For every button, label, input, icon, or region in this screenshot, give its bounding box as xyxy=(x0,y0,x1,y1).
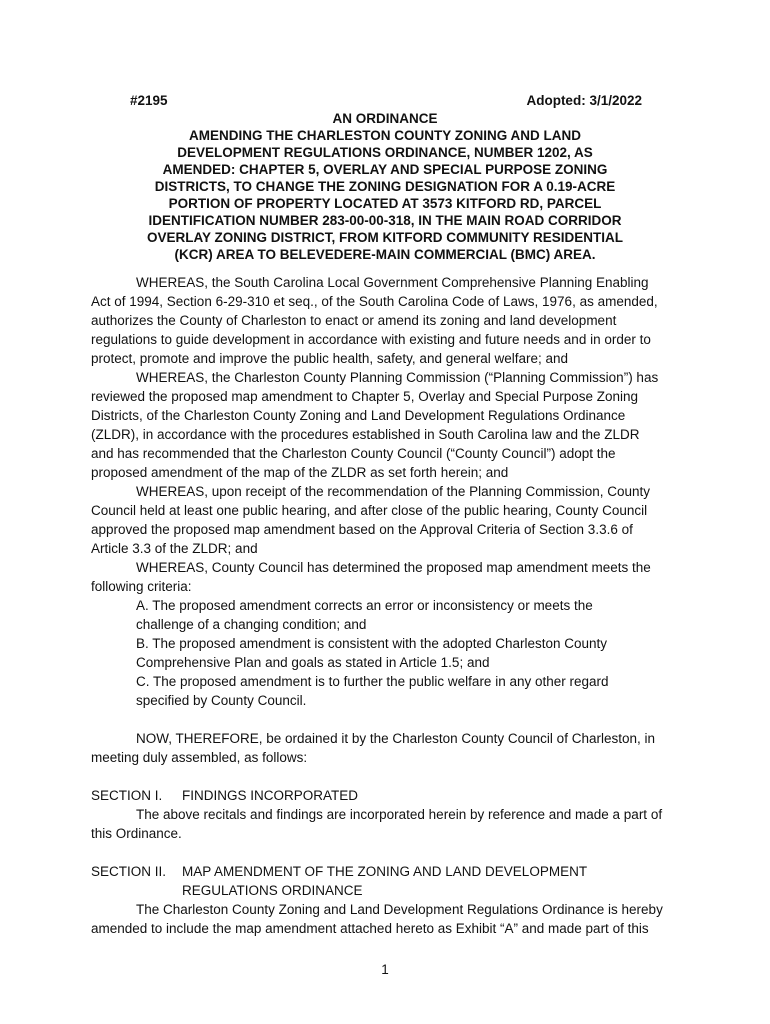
text-line: (ZLDR), in accordance with the procedures established in South Carolina law and the ZLDR xyxy=(91,427,640,442)
ordinance-title xyxy=(95,110,675,263)
text-line: WHEREAS, the Charleston County Planning Commission (“Planning Commission”) has xyxy=(136,370,659,385)
criteria-item-a xyxy=(91,596,691,634)
section-heading xyxy=(91,786,691,805)
text-line: meeting duly assembled, as follows: xyxy=(91,750,308,765)
text-line: A. The proposed amendment corrects an error or inconsistency or meets the xyxy=(136,598,593,613)
text-line: regulations to guide development in accordance with existing and future needs and in order to xyxy=(91,332,651,347)
text-line: this Ordinance. xyxy=(91,826,182,841)
text-line: NOW, THEREFORE, be ordained it by the Charleston County Council of Charleston, in xyxy=(136,731,655,746)
text-line: Districts, of the Charleston County Zoning and Land Development Regulations Ordinance xyxy=(91,408,626,423)
ordinance-number: #2195 xyxy=(130,93,168,108)
text-line: WHEREAS, upon receipt of the recommendation of the Planning Commission, County xyxy=(136,484,651,499)
section-number: SECTION II. xyxy=(91,864,167,879)
whereas-paragraph-3 xyxy=(91,482,691,558)
text-line: Comprehensive Plan and goals as stated in Article 1.5; and xyxy=(136,655,490,670)
section-1 xyxy=(91,786,691,843)
title-line: OVERLAY ZONING DISTRICT, FROM KITFORD COMMUNITY RESIDENTIAL xyxy=(146,230,623,245)
spacer xyxy=(91,710,691,729)
text-line: Council held at least one public hearing, and after close of the public hearing, County Council xyxy=(91,503,648,518)
section-title-continued: REGULATIONS ORDINANCE xyxy=(182,883,363,898)
text-line: Act of 1994, Section 6-29-310 et seq., of the South Carolina Code of Laws, 1976, as amended, xyxy=(91,294,658,309)
title-line: DISTRICTS, TO CHANGE THE ZONING DESIGNATION FOR A 0.19-ACRE xyxy=(154,179,616,194)
title-line: (KCR) AREA TO BELEVEDERE-MAIN COMMERCIAL (BMC) AREA. xyxy=(174,247,596,262)
text-line: and has recommended that the Charleston County Council (“County Council”) adopt the xyxy=(91,446,616,461)
adopted-date: Adopted: 3/1/2022 xyxy=(526,93,642,108)
text-line: The Charleston County Zoning and Land Development Regulations Ordinance is hereby xyxy=(136,902,663,917)
document-header xyxy=(130,92,642,110)
whereas-paragraph-2 xyxy=(91,368,691,482)
title-line: DEVELOPMENT REGULATIONS ORDINANCE, NUMBER 1202, AS xyxy=(177,145,593,160)
spacer xyxy=(91,843,691,862)
title-line: AN ORDINANCE xyxy=(332,111,438,126)
criteria-item-c xyxy=(91,672,691,710)
spacer xyxy=(91,767,691,786)
criteria-list xyxy=(91,596,691,710)
criteria-item-b xyxy=(91,634,691,672)
title-line: AMENDING THE CHARLESTON COUNTY ZONING AND LAND xyxy=(188,128,581,143)
section-number: SECTION I. xyxy=(91,788,163,803)
title-line: PORTION OF PROPERTY LOCATED AT 3573 KITFORD RD, PARCEL xyxy=(168,196,602,211)
section-heading xyxy=(91,862,691,881)
text-line: reviewed the proposed map amendment to Chapter 5, Overlay and Special Purpose Zoning xyxy=(91,389,639,404)
title-line: IDENTIFICATION NUMBER 283-00-00-318, IN THE MAIN ROAD CORRIDOR xyxy=(148,213,622,228)
text-line: B. The proposed amendment is consistent with the adopted Charleston County xyxy=(136,636,608,651)
text-line: challenge of a changing condition; and xyxy=(136,617,367,632)
text-line: following criteria: xyxy=(91,579,192,594)
title-line: AMENDED: CHAPTER 5, OVERLAY AND SPECIAL PURPOSE ZONING xyxy=(162,162,608,177)
ordain-paragraph xyxy=(91,729,691,767)
document-body xyxy=(91,273,691,938)
text-line: C. The proposed amendment is to further the public welfare in any other regard xyxy=(136,674,609,689)
text-line: proposed amendment of the map of the ZLDR as set forth herein; and xyxy=(91,465,509,480)
text-line: protect, promote and improve the public health, safety, and general welfare; and xyxy=(91,351,569,366)
section-2 xyxy=(91,862,691,938)
text-line: The above recitals and findings are incorporated herein by reference and made a part of xyxy=(136,807,663,822)
whereas-paragraph-4 xyxy=(91,558,691,596)
text-line: WHEREAS, the South Carolina Local Government Comprehensive Planning Enabling xyxy=(136,275,649,290)
text-line: amended to include the map amendment attached hereto as Exhibit “A” and made part of this xyxy=(91,921,649,936)
text-line: Article 3.3 of the ZLDR; and xyxy=(91,541,258,556)
section-title: MAP AMENDMENT OF THE ZONING AND LAND DEVELOPMENT xyxy=(182,864,588,879)
text-line: authorizes the County of Charleston to enact or amend its zoning and land development xyxy=(91,313,617,328)
section-title: FINDINGS INCORPORATED xyxy=(182,788,359,803)
text-line: WHEREAS, County Council has determined the proposed map amendment meets the xyxy=(136,560,651,575)
text-line: approved the proposed map amendment based on the Approval Criteria of Section 3.3.6 of xyxy=(91,522,633,537)
page-number: 1 xyxy=(381,962,389,977)
whereas-paragraph-1 xyxy=(91,273,691,368)
text-line: specified by County Council. xyxy=(136,693,307,708)
